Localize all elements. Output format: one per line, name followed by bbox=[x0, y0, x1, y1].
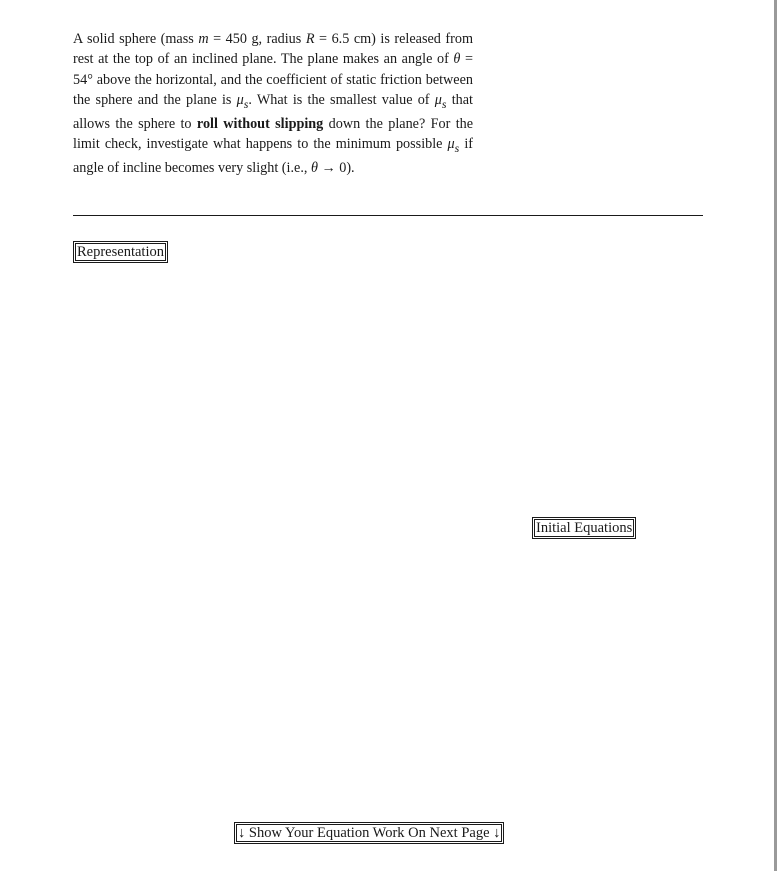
mass-symbol: m bbox=[198, 31, 209, 47]
mu-subscript: s bbox=[454, 141, 460, 156]
initial-equations-label: Initial Equations bbox=[532, 517, 636, 539]
problem-text: = 450 g, radius bbox=[208, 31, 306, 47]
mu-subscript: s bbox=[243, 96, 249, 111]
horizontal-divider bbox=[73, 215, 703, 216]
radius-symbol: R bbox=[305, 31, 315, 47]
problem-text: down the plane? For the limit check, investigate what happens to the minimum possible bbox=[73, 116, 474, 153]
problem-statement bbox=[73, 29, 473, 179]
problem-text: that allows the sphere to bbox=[73, 91, 473, 133]
mu-symbol: μ bbox=[236, 91, 244, 108]
problem-text: if angle of incline becomes very slight (i.e., bbox=[73, 136, 473, 177]
mu-subscript: s bbox=[441, 96, 447, 111]
mu-symbol: μ bbox=[434, 91, 442, 108]
problem-text: A solid sphere (mass bbox=[73, 31, 199, 47]
theta-symbol: θ bbox=[310, 160, 318, 177]
problem-text: = 54° above the horizontal, and the coefficient of static friction between the sphere and the plane is bbox=[73, 51, 473, 108]
problem-text: . What is the smallest value of bbox=[248, 91, 435, 108]
next-page-instruction: ↓ Show Your Equation Work On Next Page ↓ bbox=[234, 822, 504, 844]
emphasis-roll-without-slipping: roll without slipping bbox=[196, 116, 324, 133]
representation-label: Representation bbox=[73, 241, 168, 263]
mu-symbol: μ bbox=[447, 136, 455, 153]
problem-text: = 6.5 cm) is released from rest at the top of an inclined plane. The plane makes an angle of bbox=[73, 31, 473, 68]
theta-symbol: θ bbox=[453, 51, 461, 68]
problem-text: → 0). bbox=[317, 160, 355, 177]
